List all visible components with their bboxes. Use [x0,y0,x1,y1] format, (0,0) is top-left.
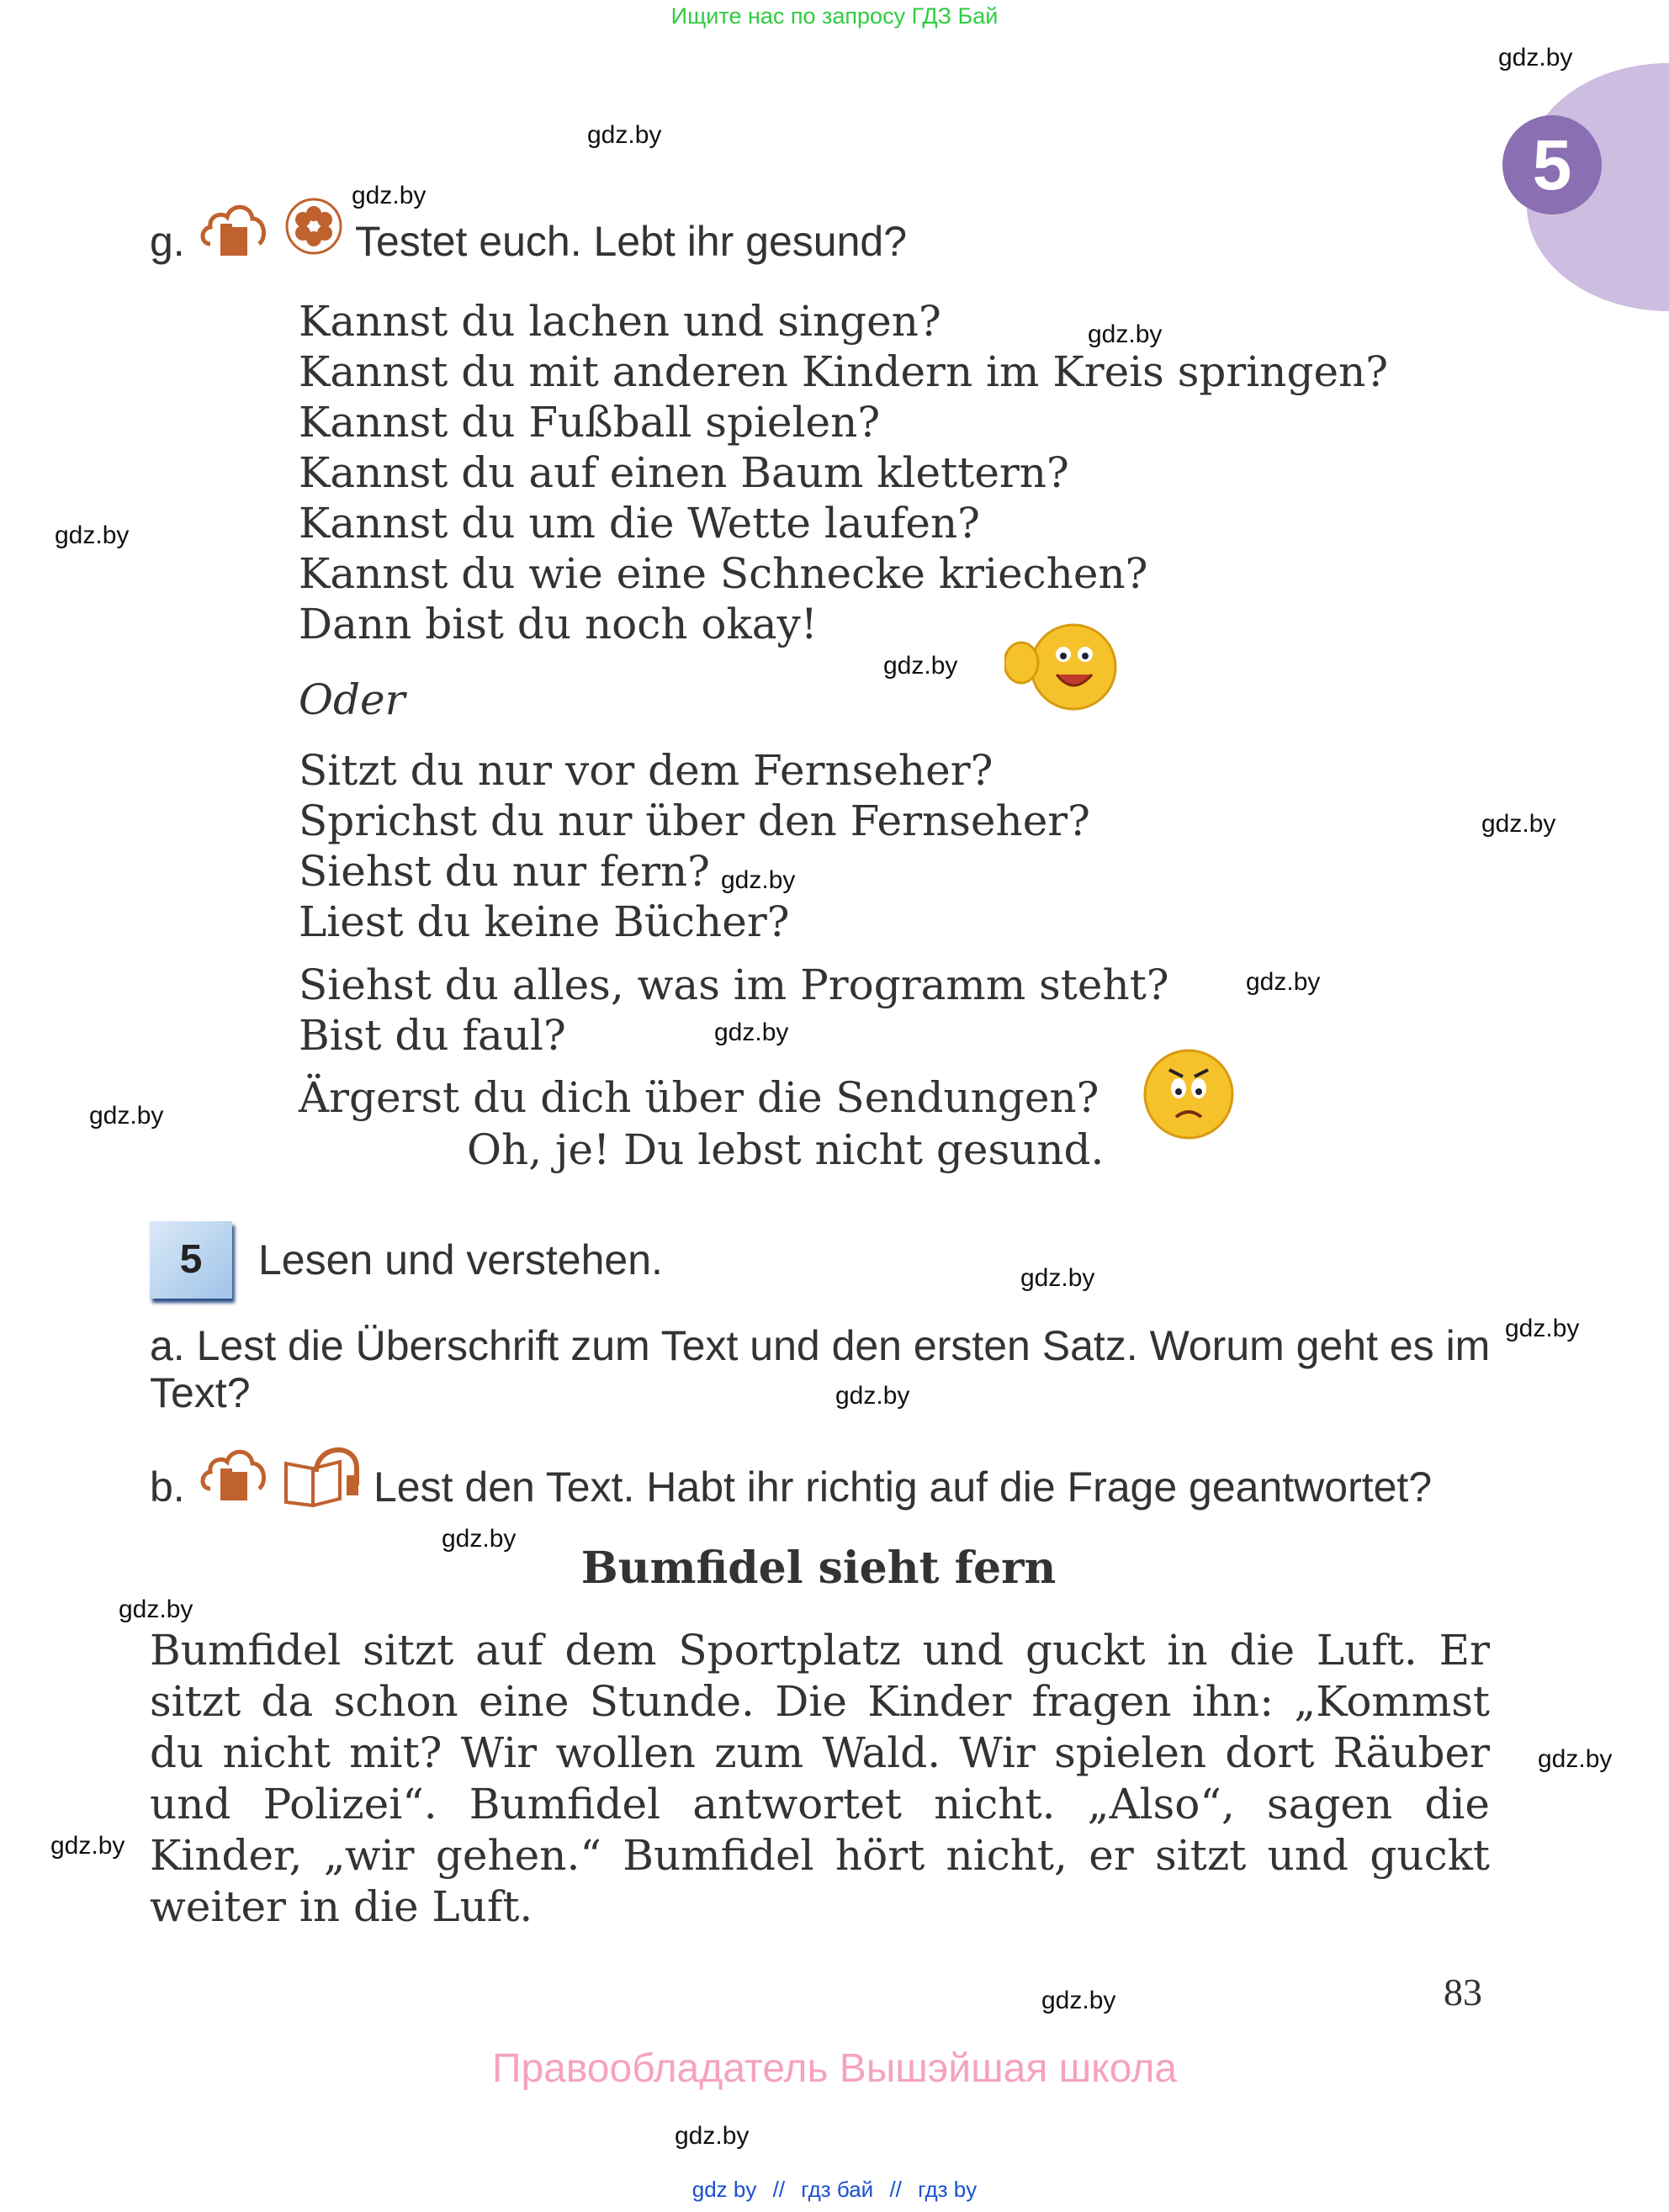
exercise-number-badge: 5 [150,1221,232,1299]
watermark: gdz.by [119,1595,193,1623]
watermark: gdz.by [352,182,427,209]
thumbs-up-smiley-icon [1004,621,1122,713]
watermark: gdz.by [1505,1315,1580,1342]
footer-separator: // [772,2177,786,2202]
task-b-title: Lest den Text. Habt ihr richtig auf die Frage geantwortet? [374,1463,1433,1511]
poem-line: Kannst du lachen und singen? [299,297,941,346]
watermark: gdz.by [1020,1264,1095,1292]
task-g-title: Testet euch. Lebt ihr gesund? [355,218,908,265]
cloud-folder-icon [199,1445,271,1504]
watermark: gdz.by [1246,968,1321,996]
page-number: 83 [1444,1971,1482,2014]
poem-line: Bist du faul? [299,1011,566,1060]
worried-smiley-icon [1141,1046,1237,1142]
footer-link[interactable]: гдз by [918,2177,978,2202]
poem-line: Sitzt du nur vor dem Fernseher? [299,746,993,795]
watermark: gdz.by [587,121,662,149]
exercise-title: Lesen und verstehen. [258,1236,663,1283]
watermark: gdz.by [835,1382,910,1410]
watermark: gdz.by [89,1102,164,1130]
footer-links [0,2177,1669,2203]
watermark: gdz.by [883,652,958,680]
audio-book-icon [283,1438,363,1507]
copyright-holder: Правообладатель Вышэйшая школа [491,2046,1178,2091]
watermark: gdz.by [1498,44,1573,71]
poem-line: Siehst du alles, was im Programm steht? [299,960,1169,1009]
poem-line: Sprichst du nur über den Fernseher? [299,796,1090,845]
poem-line: Kannst du mit anderen Kindern im Kreis springen? [299,347,1389,396]
poem-oder: Oder [299,675,405,724]
poem-line: Kannst du um die Wette laufen? [299,499,980,548]
poem-line: Ärgerst du dich über die Sendungen? [299,1073,1099,1122]
watermark: gdz.by [442,1525,517,1553]
task-a: a. Lest die Überschrift zum Text und den ersten Satz. Worum geht es im Text? [150,1322,1491,1416]
watermark: gdz.by [55,521,130,549]
watermark: gdz.by [1041,1987,1116,2014]
watermark: gdz.by [714,1019,789,1046]
poem-part3 [299,960,1169,1061]
poem-line: Oh, je! Du lebst nicht gesund. [467,1125,1105,1174]
search-banner: Ищите нас по запросу ГДЗ Бай [670,3,999,29]
cloud-folder-icon [199,200,271,259]
watermark: gdz.by [1538,1745,1613,1773]
poem-line: Kannst du Fußball spielen? [299,398,881,447]
footer-link[interactable]: гдз бай [801,2177,874,2202]
poem-line: Dann bist du noch okay! [299,600,818,648]
watermark: gdz.by [1481,810,1556,838]
watermark: gdz.by [721,866,796,894]
watermark: gdz.by [1088,320,1163,348]
footer-link[interactable]: gdz by [691,2177,757,2202]
poem-part2 [299,745,1090,947]
poem-line: Kannst du auf einen Baum klettern? [299,448,1069,497]
task-letter: g. [150,218,185,265]
poem-line: Liest du keine Bücher? [299,897,790,946]
poem-line: Kannst du wie eine Schnecke kriechen? [299,549,1148,598]
poem-part1 [299,296,1388,649]
watermark: gdz.by [675,2122,750,2150]
story-text: Bumfidel sitzt auf dem Sportplatz und guckt in die Luft. Er sitzt da schon eine Stunde. Die Kinder fragen ihn: „Kommst du nicht mit? Wir wollen zum Wald. Wir spielen dort Räuber und Polizei“. Bumfidel antwortet nicht. „Also“, sagen die Kinder, „wir gehen.“ Bumfidel hört nicht, er sitzt und guckt weiter in die Luft. [150,1626,1490,1931]
poem-line: Siehst du nur fern? [299,847,710,896]
flower-icon [284,197,343,256]
story-title: Bumfidel sieht fern [580,1543,1057,1594]
task-letter: b. [150,1463,185,1511]
unit-badge: 5 [1502,115,1602,214]
watermark: gdz.by [50,1832,125,1860]
footer-separator: // [889,2177,902,2202]
